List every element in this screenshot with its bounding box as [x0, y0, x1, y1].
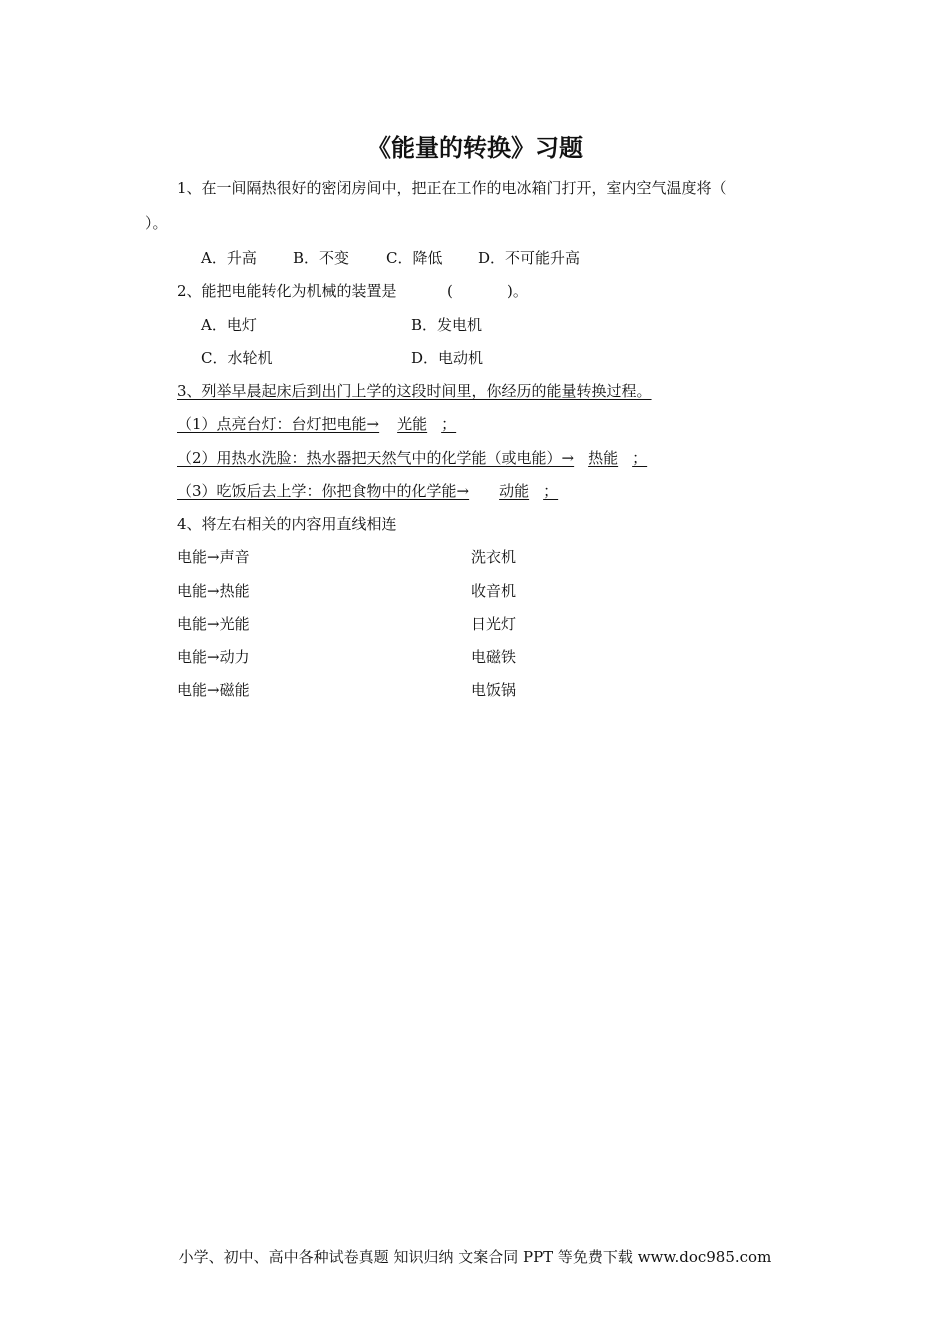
q2-option-c: C．水轮机: [201, 349, 273, 367]
q3-item-3: [177, 481, 558, 501]
q1-option-a: A．升高: [201, 249, 257, 267]
q1-stem-line1: 1、在一间隔热很好的密闭房间中，把正在工作的电冰箱门打开，室内空气温度将（: [177, 179, 727, 197]
q4-left-item: 电能→动力: [177, 648, 250, 666]
q2-stem: 2、能把电能转化为机械的装置是: [177, 282, 397, 300]
q1-option-d: D．不可能升高: [478, 249, 581, 267]
q4-stem: 4、将左右相关的内容用直线相连: [177, 515, 397, 533]
q3-item-3-end: ；: [543, 482, 559, 500]
page-title: 《能量的转换》习题: [367, 133, 583, 162]
q4-left-item: 电能→磁能: [177, 681, 250, 699]
q3-item-2-end: ；: [632, 449, 648, 467]
q2-option-d: D．电动机: [411, 349, 484, 367]
q4-right-item: 日光灯: [471, 615, 517, 633]
q2-option-b: B．发电机: [411, 316, 483, 334]
page-footer: 小学、初中、高中各种试卷真题 知识归纳 文案合同 PPT 等免费下载 www.doc985.com: [178, 1248, 772, 1266]
q4-right-item: 电饭锅: [471, 681, 517, 699]
q4-left-item: 电能→光能: [177, 615, 250, 633]
q2-option-a: A．电灯: [201, 316, 257, 334]
q4-right-item: 收音机: [471, 582, 517, 600]
q2-paren-open: (: [447, 282, 453, 300]
q3-item-1: [177, 414, 456, 434]
q4-right-item: 洗衣机: [471, 548, 517, 566]
q4-left-item: 电能→声音: [177, 548, 250, 566]
q3-item-2-prefix: （2）用热水洗脸：热水器把天然气中的化学能（或电能）→: [177, 449, 575, 467]
q3-item-2-answer: 热能: [588, 449, 619, 467]
q2-paren-close: )。: [507, 282, 528, 300]
q1-option-c: C．降低: [386, 249, 443, 267]
q3-item-3-answer: 动能: [499, 482, 530, 500]
q4-left-item: 电能→热能: [177, 582, 250, 600]
q4-right-item: 电磁铁: [471, 648, 517, 666]
q3-stem: 3、列举早晨起床后到出门上学的这段时间里，你经历的能量转换过程。: [177, 382, 652, 400]
q3-item-1-prefix: （1）点亮台灯：台灯把电能→: [177, 415, 380, 433]
q3-item-3-prefix: （3）吃饭后去上学：你把食物中的化学能→: [177, 482, 470, 500]
q3-item-1-answer: 光能: [397, 415, 428, 433]
q3-item-1-end: ；: [441, 415, 457, 433]
q1-stem-line2: ）。: [145, 214, 168, 232]
q3-item-2: [177, 448, 647, 468]
q1-option-b: B．不变: [293, 249, 350, 267]
